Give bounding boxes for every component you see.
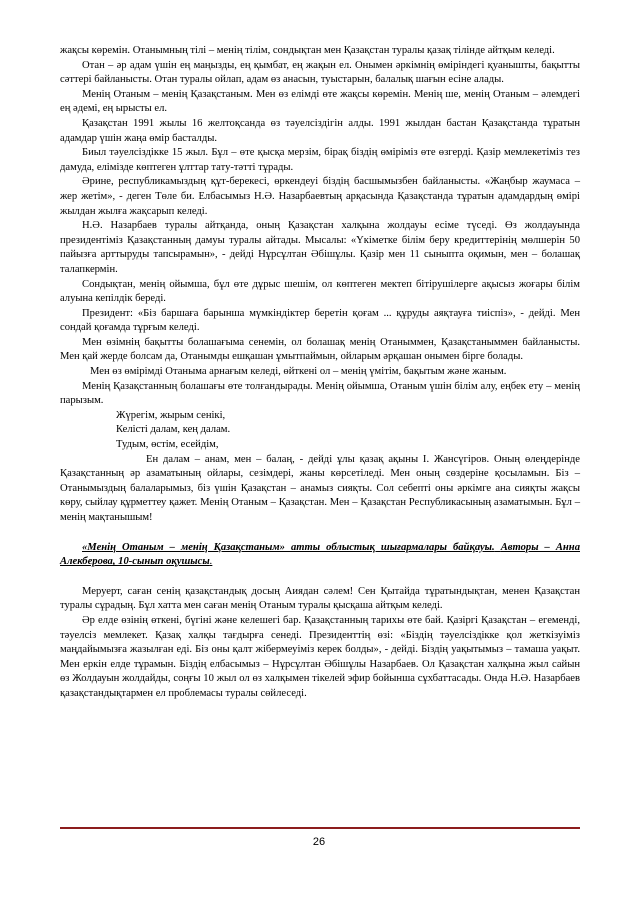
footer-rule xyxy=(60,827,580,829)
paragraph: Ен далам – анам, мен – балаң, - дейді ұлы қазақ ақыны І. Жансүгіров. Оның өлеңдерінде Қазақстанның әр азаматының ойлары, сезімдері, жаны көрсетіледі. Мен оның сөздеріне қосыламын. Біз – Отанымыздың балаларымыз, біз үшін Қазақстан – анамыз сияқты. Сол себепті оны әркімге ана сияқты жақсы көру, сыйлау құрметтеу қажет. Менің Отаным – Қазақстан. Мен – Қазақстан Республикасының азаматымын. Бұл – менің мақтанышым! xyxy=(60,453,580,523)
essay-authors-end: . xyxy=(209,556,213,568)
poem-line: Келісті далам, кең далам. xyxy=(116,424,231,436)
paragraph: Менің Қазақстанның болашағы өте толғандырады. Менің ойымша, Отаным үшін білім алу, еңбек ету – менің парызым. xyxy=(60,380,580,407)
paragraph: Әрине, республикамыздың құт-берекесі, өркендеуі біздің басшымызбен байланысты. «Жаңбыр жаумаса – жер жетім», - деген Төле би. Елбасымыз Н.Ә. Назарбаевтың арқасында Қазақстанда тұратын адамдардың өмірі жылдан жылға жақсарып келеді. xyxy=(60,176,580,217)
paragraph: Биыл тәуелсіздікке 15 жыл. Бұл – өте қысқа мерзім, бірақ біздің өміріміз өте өзгерді. Қазір мемлекетіміз тез дамуда, елімізде көптеген ұлттар тату-тәтті тұрады. xyxy=(60,147,580,173)
paragraph: Н.Ә. Назарбаев туралы айтқанда, оның Қазақстан халқына жолдауы есіме түседі. Өз жолдауында президентіміз Қазақстанның дамуы туралы айтады. Мысалы: «Үкіметке білім беру кредиттерінің мөлшерін 50 пайызға арттыруды тапсырамын», - дейді Нұрсұлтан Әбішұлы. Қазір мен 11 сыныпта оқимын, мен – болашақ талапкермін. xyxy=(60,220,580,275)
paragraph: Мен өзімнің бақытты болашағыма сенемін, ол болашақ менің Отаныммен, Қазақстаныммен байланысты. Мен қай жерде болсам да, Отанымды ешқашан ұмытпаймын, ойларым әрқашан онымен бірге болады. xyxy=(60,336,580,363)
paragraph: Менің Отаным – менің Қазақстаным. Мен өз елімді өте жақсы көремін. Менің ше, менің Отаным – әлемдегі ең әдемі, ең ырысты ел. xyxy=(60,88,580,115)
paragraph: Мен өз өмірімді Отаныма арнағым келеді, өйткені ол – менің үмітім, бақытым және жаным. xyxy=(90,366,507,378)
paragraph: Отан – әр адам үшін ең маңызды, ең қымбат, ең жақын ел. Онымен әркімнің өміріндегі қуанышты, бақытты сәттері байланысты. Отан туралы ойлап, адам өз анасын, туыстарын, балалық шағын есіне алады. xyxy=(60,59,580,86)
paragraph: Қазақстан 1991 жылы 16 желтоқсанда өз тәуелсіздігін алды. 1991 жылдан бастан Қазақстанда тұратын адамдар үшін жаңа өмір басталды. xyxy=(60,117,580,144)
paragraph: Әр елде өзінің өткені, бүгіні және келешегі бар. Қазақстанның тарихы өте бай. Қазіргі Қазақстан – егеменді, тәуелсіз мемлекет. Қазақ халқы тағдырға сенеді. Президенттің өзі: «Біздің тәуелсіздікке қол жеткізуіміз маңдайымызға жазылған еді. Біз оны қалт жібермеуіміз керек болды», - дейді. Біздің уақытымыз – тамаша уақыт. Мен еркін елде тұрамын. Біздің елбасымыз – Нұрсұлтан Әбішұлы Назарбаев. Ол Қазақстан халқына жыл сайын өз Жолдауын жолдайды, соңғы 10 жыл ол өз халқымен тікелей эфир бойынша сұхбаттасады. Онда Н.Ә. Назарбаев қазақстандықтармен ел проблемасы туралы сөйлеседі. xyxy=(60,614,580,699)
essay-heading xyxy=(60,541,580,570)
paragraph: Президент: «Біз баршаға барынша мүмкіндіктер беретін қоғам ... құруды аяқтауға тиіспіз», - дейді. Мен сондай қоғамда тұрғым келеді. xyxy=(60,307,580,334)
paragraph: жақсы көремін. Отанымның тілі – менің тілім, сондықтан мен Қазақстан туралы қазақ тілінде айтқым келеді. xyxy=(60,45,555,56)
poem-line: Жүрегім, жырым сенікі, xyxy=(116,409,226,421)
essay-title: «Менің Отаным – менің Қазақстаным» атты облыстық шығармалары байқауы. xyxy=(82,541,495,553)
paragraph: Меруерт, саған сенің қазақстандық досың Аиядан сәлем! Сен Қытайда тұратындықтан, менен Қазақстан туралы сұрадың. Бұл хатта мен саған менің Отаным туралы қысқаша айтқым келеді. xyxy=(60,585,580,612)
page-body xyxy=(60,44,580,702)
poem-line: Тудым, өстім, есейдім, xyxy=(116,439,219,451)
page-number: 26 xyxy=(312,836,326,848)
essay-authors: Авторы – Анна Алекберова, 10-сынып оқушысы xyxy=(60,541,580,568)
paragraph: Сондықтан, менің ойымша, бұл өте дұрыс шешім, ол көптеген мектеп бітірушілерге ақысыз жоғары білім алуына кепілдік береді. xyxy=(60,278,580,305)
poem-block xyxy=(60,409,580,453)
spacer xyxy=(60,570,580,585)
